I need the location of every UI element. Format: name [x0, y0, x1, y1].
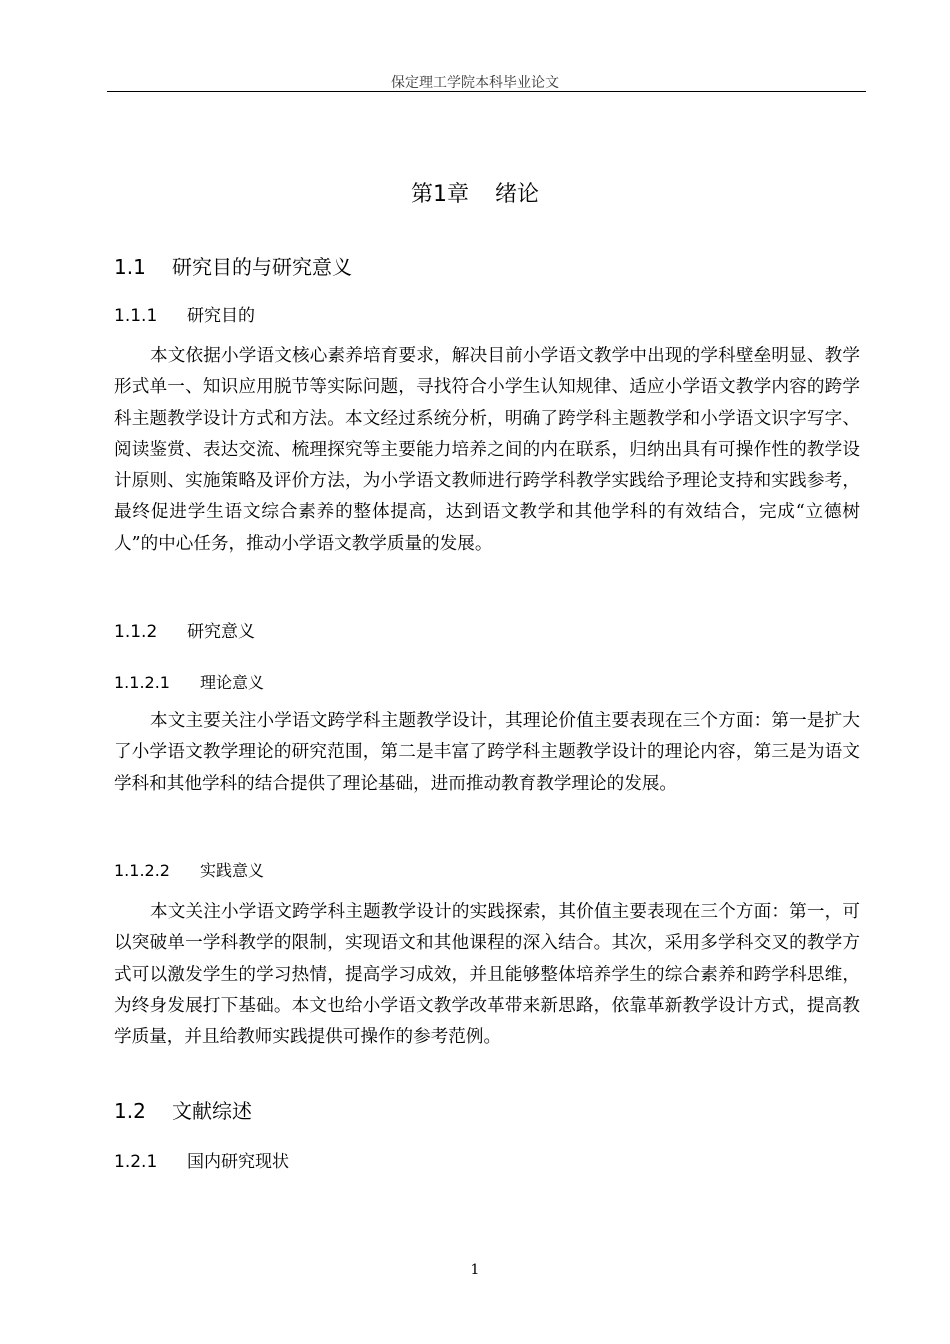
section-number: 1.1 [114, 255, 146, 279]
subsection-title: 研究意义 [187, 622, 255, 642]
section-title: 文献综述 [172, 1099, 252, 1123]
header-divider [107, 91, 866, 92]
section-number: 1.2 [114, 1099, 146, 1123]
subsection-number: 1.2.1 [114, 1152, 158, 1172]
section-title: 研究目的与研究意义 [172, 255, 352, 279]
page-number: 1 [470, 1262, 480, 1278]
subsection-heading-1-1-2 [114, 621, 255, 643]
section-heading-1-2 [114, 1098, 252, 1124]
subsubsection-heading-1-1-2-1 [114, 673, 264, 693]
subsection-heading-1-1-1 [114, 305, 255, 327]
section-heading-1-1 [114, 254, 352, 280]
subsection-number: 1.1.2 [114, 622, 158, 642]
subsubsection-number: 1.1.2.2 [114, 861, 170, 880]
paragraph-theoretical-significance: 本文主要关注小学语文跨学科主题教学设计，其理论价值主要表现在三个方面：第一是扩大了小学语文教学理论的研究范围，第二是丰富了跨学科主题教学设计的理论内容，第三是为语文学科和其他学科的结合提供了理论基础，进而推动教育教学理论的发展。 [114, 711, 860, 794]
subsubsection-title: 实践意义 [200, 861, 265, 880]
subsubsection-heading-1-1-2-2 [114, 861, 264, 881]
subsection-heading-1-2-1 [114, 1151, 289, 1173]
chapter-number: 第1章 [410, 182, 469, 207]
subsubsection-title: 理论意义 [200, 673, 265, 692]
paragraph-research-purpose: 本文依据小学语文核心素养培育要求，解决目前小学语文教学中出现的学科壁垒明显、教学形式单一、知识应用脱节等实际问题，寻找符合小学生认知规律、适应小学语文教学内容的跨学科主题教学设计方式和方法。本文经过系统分析，明确了跨学科主题教学和小学语文识字写字、阅读鉴赏、表达交流、梳理探究等主要能力培养之间的内在联系，归纳出具有可操作性的教学设计原则、实施策略及评价方法，为小学语文教师进行跨学科教学实践给予理论支持和实践参考，最终促进学生语文综合素养的整体提高，达到语文教学和其他学科的有效结合，完成“立德树人”的中心任务，推动小学语文教学质量的发展。 [114, 346, 860, 554]
paragraph-practical-significance: 本文关注小学语文跨学科主题教学设计的实践探索，其价值主要表现在三个方面：第一，可以突破单一学科教学的限制，实现语文和其他课程的深入结合。其次，采用多学科交叉的教学方式可以激发学生的学习热情，提高学习成效，并且能够整体培养学生的综合素养和跨学科思维，为终身发展打下基础。本文也给小学语文教学改革带来新思路，依靠革新教学设计方式，提高教学质量，并且给教师实践提供可操作的参考范例。 [114, 902, 860, 1048]
header-title: 保定理工学院本科毕业论文 [391, 75, 559, 91]
subsection-title: 研究目的 [187, 306, 255, 326]
chapter-name: 绪论 [494, 182, 539, 207]
subsection-number: 1.1.1 [114, 306, 158, 326]
subsubsection-number: 1.1.2.1 [114, 673, 170, 692]
chapter-title [0, 180, 950, 210]
subsection-title: 国内研究现状 [187, 1152, 289, 1172]
